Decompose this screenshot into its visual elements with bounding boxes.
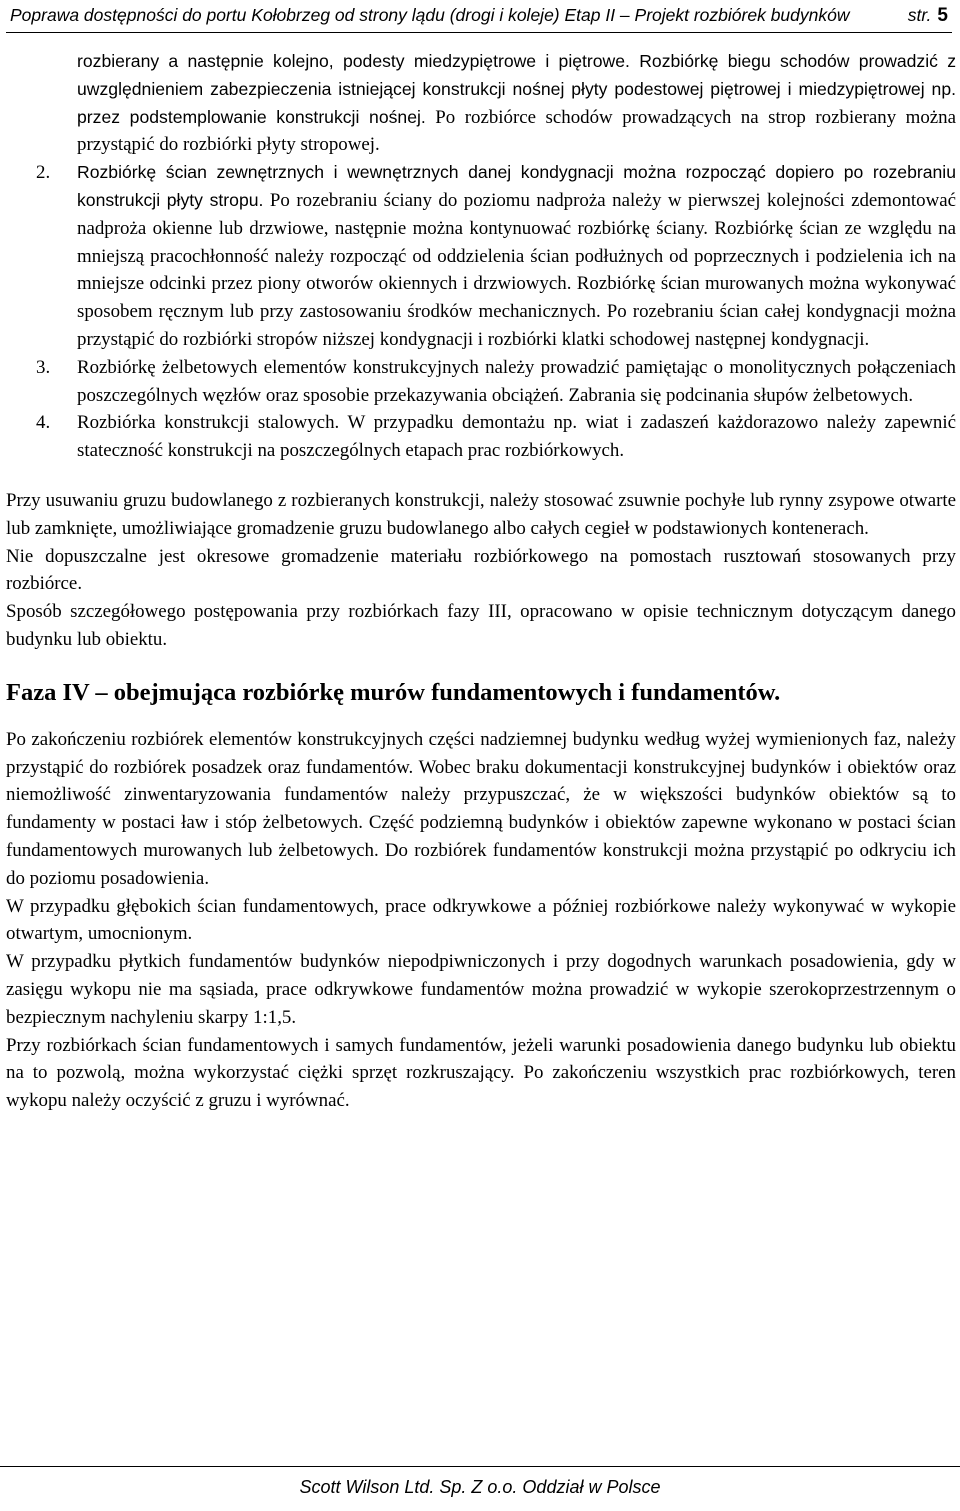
list-item-text: Po rozebraniu ściany do poziomu nadproża należy w pierwszej kolejności zdemontować nadproża okienne lub drzwiowe, następnie można kontynuować rozbiórkę ściany. Rozbiórkę ścian ze względu na mniejszą pracochłonność należy rozpocząć od oddzielenia ścian podłużnych od poprzecznych i podzielenia ich na mniejsze odcinki przez piony otworów okiennych i drzwiowych. Rozbiórkę ścian murowanych można wykonywać sposobem ręcznym lub przy zastosowaniu środków mechanicznych. Po rozebraniu ścian całej kondygnacji można przystąpić do rozbiórki stropów niższej kondygnacji i rozbiórki klatki schodowej następnej kondygnacji. [77,189,956,350]
paragraph: Nie dopuszczalne jest okresowe gromadzenie materiału rozbiórkowego na pomostach rusztowań stosowanych przy rozbiórce. [6,545,956,595]
footer-text: Scott Wilson Ltd. Sp. Z o.o. Oddział w Polsce [299,1477,661,1497]
list-item-text: Po rozbiórce schodów prowadzących na strop rozbierany można przystąpić do rozbiórki płyty stropowej. [77,106,956,156]
page-header [6,0,952,33]
paragraph: Po zakończeniu rozbiórek elementów konstrukcyjnych części nadziemnej budynku według wyżej wymienionych faz, należy przystąpić do rozbiórek posadzek oraz fundamentów. Wobec braku dokumentacji konstrukcyjnej budynków i obiektów oraz niemożliwość zinwentaryzowania fundamentów należy przypuszczać, że w większości budynków obiektów są to fundamenty w postaci ław i stóp żelbetowych. Część podziemną budynków i obiektów zapewne wykonano w postaci ścian fundamentowych murowanych lub żelbetowych. Do rozbiórek fundamentów konstrukcji można przystąpić po odkryciu ich do poziomu posadowienia. [6,728,956,889]
list-item-text: rozbierany a następnie kolejno, podesty miedzypiętrowe i piętrowe. Rozbiórkę biegu schodów prowadzić z uwzględnieniem zabezpieczenia istniejącej konstrukcji nośnej płyty podestowej piętrowej i miedzypiętrowej np. przez podstemplowanie konstrukcji nośnej. [77,51,956,127]
list-item-text: Rozbiórkę żelbetowych elementów konstrukcyjnych należy prowadzić pamiętając o monolitycznych połączeniach poszczególnych węzłów oraz sposobie przekazywania obciążeń. Zabrania się podcinania słupów żelbetowych. [77,356,956,406]
page-number [908,1,948,30]
list-item-text: Rozbiórka konstrukcji stalowych. W przypadku demontażu np. wiat i zadaszeń każdorazowo należy zapewnić stateczność konstrukcji na poszczególnych etapach prac rozbiórkowych. [77,412,956,462]
list-item-2 [6,159,956,354]
paragraph: W przypadku głębokich ścian fundamentowych, prace odkrywkowe a później rozbiórkowe należy wykonywać w wykopie otwartym, umocnionym. [6,895,956,945]
paragraph-group-phase-iv [6,726,956,1115]
list-item-4 [6,409,956,465]
list-item-number: 4. [36,412,51,434]
paragraph: Przy rozbiórkach ścian fundamentowych i samych fundamentów, jeżeli warunki posadowienia danego budynku lub obiektu na to pozwolą, można wykorzystać ciężki sprzęt rozkruszający. Po zakończeniu wszystkich prac rozbiórkowych, teren wykopu należy oczyścić z gruzu i wyrównać. [6,1034,956,1112]
document-body [6,48,956,1115]
list-item-1-continuation [6,48,956,159]
paragraph: Sposób szczegółowego postępowania przy rozbiórkach fazy III, opracowano w opisie technicznym dotyczącym danego budynku lub obiektu. [6,601,956,650]
document-title: Poprawa dostępności do portu Kołobrzeg od strony lądu (drogi i koleje) Etap II – Projekt rozbiórek budynków [10,5,850,25]
paragraph-group-rubble [6,487,956,654]
section-heading: Faza IV – obejmująca rozbiórkę murów fundamentowych i fundamentów. [6,678,781,706]
list-item-number: 2. [36,162,51,184]
page-footer [0,1466,960,1511]
page-label: str. [907,5,932,25]
paragraph: Przy usuwaniu gruzu budowlanego z rozbieranych konstrukcji, należy stosować zsuwnie pochyłe lub rynny zsypowe otwarte lub zamknięte, umożliwiające gromadzenie gruzu budowlanego albo całych cegieł w podstawionych kontenerach. [6,489,956,539]
list-item-number: 3. [36,356,51,378]
paragraph: W przypadku płytkich fundamentów budynków niepodpiwniczonych i przy dogodnych warunkach posadowienia, gdy w zasięgu wykopu nie ma sąsiada, prace odkrywkowe fundamentów można prowadzić w wykopie szerokoprzestrzennym o bezpiecznym nachyleniu skarpy 1:1,5. [6,951,956,1028]
page-number-value: 5 [937,5,948,26]
list-item-3 [6,354,956,410]
list-item-text: Rozbiórkę ścian zewnętrznych i wewnętrznych danej kondygnacji można rozpocząć dopiero po rozebraniu konstrukcji płyty stropu. [77,162,956,210]
